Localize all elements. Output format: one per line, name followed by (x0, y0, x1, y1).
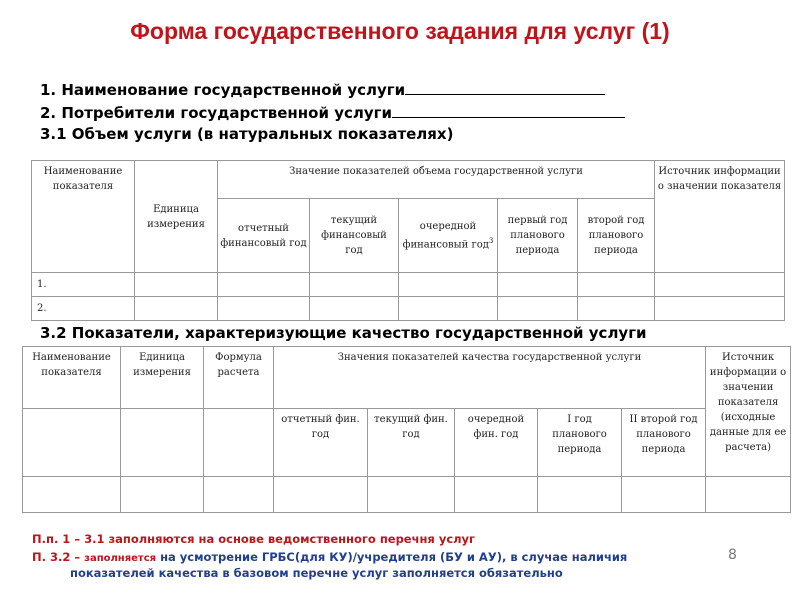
note-1: П.п. 1 – 3.1 заполняются на основе ведомственного перечня услуг (32, 532, 476, 546)
t2-sub-next-year: очередной фин. год (455, 409, 538, 477)
page-number: 8 (728, 547, 737, 563)
t1-cell (310, 273, 399, 297)
t1-cell (135, 297, 218, 321)
t2-cell (204, 477, 274, 513)
consumers-blank (392, 103, 625, 118)
service-name-blank (405, 80, 605, 95)
t1-header-unit: Единица измерения (135, 161, 218, 273)
t2-header-values: Значения показателей качества государственной услуги (274, 347, 706, 409)
t1-cell (218, 297, 310, 321)
t1-sub-next-year (399, 199, 498, 273)
t1-sub-plan-year-2: второй год планового периода (578, 199, 655, 273)
t1-cell (310, 297, 399, 321)
quality-table (22, 346, 791, 513)
note-3: показателей качества в базовом перечне услуг заполняется обязательно (70, 566, 563, 580)
t1-sub-report-year: отчетный финансовый год (218, 199, 310, 273)
t1-sub-next-year-text: очередной финансовый год (402, 220, 489, 251)
t1-cell (578, 273, 655, 297)
t2-cell (622, 477, 706, 513)
section-3-2-heading: 3.2 Показатели, характеризующие качество государственной услуги (40, 324, 647, 342)
t2-empty (121, 409, 204, 477)
line-service-name (40, 80, 605, 99)
t2-cell (706, 477, 791, 513)
t1-cell (218, 273, 310, 297)
t1-sub-plan-year-1: первый год планового периода (498, 199, 578, 273)
note-2-verb: заполняется (84, 553, 157, 564)
t2-cell (368, 477, 455, 513)
t1-header-name: Наименование показателя (32, 161, 135, 273)
note-2-body: на усмотрение ГРБС(для КУ)/учредителя (БУ и АУ), в случае наличия (156, 550, 628, 564)
line-consumers (40, 103, 625, 122)
t2-cell (274, 477, 368, 513)
t2-empty (204, 409, 274, 477)
t2-sub-plan-year-1: I год планового периода (538, 409, 622, 477)
note-2-prefix: П. 3.2 – (32, 550, 85, 564)
t1-cell (498, 273, 578, 297)
t1-cell (655, 273, 785, 297)
t1-cell (135, 273, 218, 297)
t2-header-source: Источник информации о значении показателя (исходные данные для ее расчета) (706, 347, 791, 477)
note-2 (32, 550, 627, 564)
slide-title: Форма государственного задания для услуг (1) (130, 18, 670, 44)
t2-cell (538, 477, 622, 513)
t1-cell (655, 297, 785, 321)
t2-cell (23, 477, 121, 513)
t1-cell (399, 273, 498, 297)
section-3-1-heading: 3.1 Объем услуги (в натуральных показателях) (40, 125, 454, 143)
t2-empty (23, 409, 121, 477)
line-service-name-text: 1. Наименование государственной услуги (40, 81, 406, 99)
t2-sub-current-year: текущий фин. год (368, 409, 455, 477)
t1-row-1-label: 1. (32, 273, 135, 297)
t1-header-source: Источник информации о значении показателя (655, 161, 785, 273)
t2-header-name: Наименование показателя (23, 347, 121, 409)
t2-sub-plan-year-2: II второй год планового периода (622, 409, 706, 477)
t2-sub-report-year: отчетный фин. год (274, 409, 368, 477)
t1-cell (399, 297, 498, 321)
t1-cell (498, 297, 578, 321)
footnote-mark: 3 (488, 236, 494, 245)
t1-cell (578, 297, 655, 321)
volume-table (31, 160, 785, 321)
t2-cell (455, 477, 538, 513)
t2-cell (121, 477, 204, 513)
t1-header-values: Значение показателей объема государственной услуги (218, 161, 655, 199)
t2-header-unit: Единица измерения (121, 347, 204, 409)
t2-header-formula: Формула расчета (204, 347, 274, 409)
line-consumers-text: 2. Потребители государственной услуги (40, 104, 392, 122)
t1-row-2-label: 2. (32, 297, 135, 321)
t1-sub-current-year: текущий финансовый год (310, 199, 399, 273)
